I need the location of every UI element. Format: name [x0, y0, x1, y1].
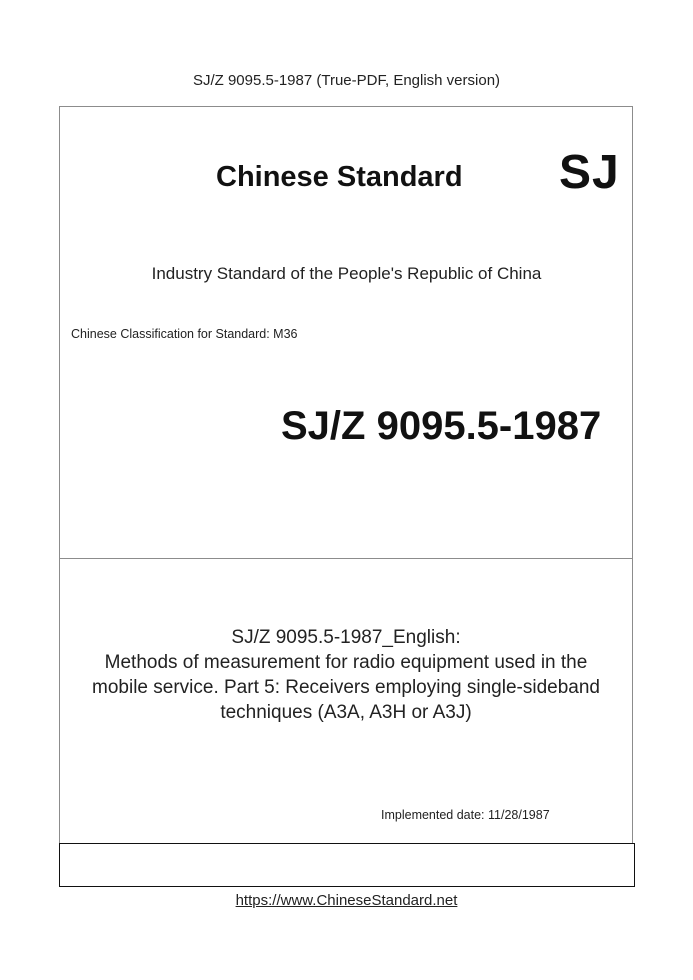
implemented-date: Implemented date: 11/28/1987 [381, 808, 550, 822]
website-link[interactable]: https://www.ChineseStandard.net [235, 892, 458, 909]
title-line: mobile service. Part 5: Receivers employing single-sideband [92, 677, 600, 698]
standard-title [59, 625, 633, 725]
title-line: Methods of measurement for radio equipment used in the [104, 652, 588, 673]
cover-heading: Chinese Standard [216, 161, 463, 193]
document-header: SJ/Z 9095.5-1987 (True-PDF, English version) [192, 72, 501, 89]
sj-logo: SJ [559, 146, 620, 199]
standard-number: SJ/Z 9095.5-1987 [281, 404, 602, 448]
title-line: techniques (A3A, A3H or A3J) [220, 702, 472, 723]
classification-line: Chinese Classification for Standard: M36 [71, 327, 298, 341]
title-line: SJ/Z 9095.5-1987_English: [231, 627, 461, 648]
industry-statement: Industry Standard of the People's Republic of China [151, 264, 542, 283]
cover-frame-bottom [59, 843, 635, 887]
